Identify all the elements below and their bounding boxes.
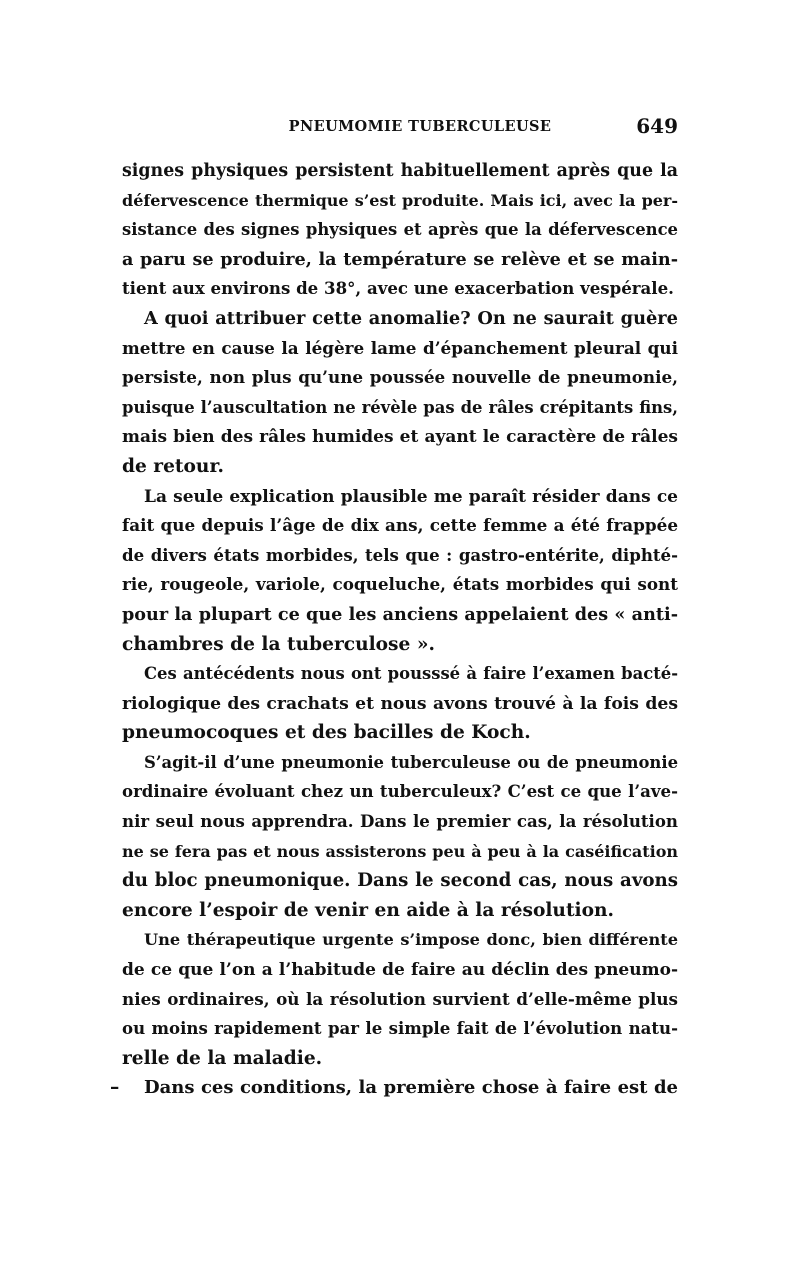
text-line [122, 985, 678, 1015]
text-line-content: tient aux environs de 38°, avec une exacerbation vespérale. [122, 278, 674, 299]
text-line [122, 363, 678, 393]
text-line [122, 955, 678, 985]
text-line [122, 482, 678, 512]
text-line [122, 896, 678, 926]
text-line [122, 659, 678, 689]
running-title: PNEUMOMIE TUBERCULEUSE [288, 118, 552, 135]
text-line [122, 600, 678, 630]
text-line-content: mais bien des râles humides et ayant le caractère de râles [122, 427, 678, 448]
text-line-content: Ces antécédents nous ont pousssé à faire l’examen bacté- [144, 664, 678, 684]
text-line [122, 689, 678, 719]
text-line [122, 748, 678, 778]
text-line-content: sistance des signes physiques et après que la défervescence [122, 220, 678, 240]
text-line-content: puisque l’auscultation ne révèle pas de râles crépitants fins, [122, 397, 678, 417]
text-line-content: relle de la maladie. [122, 1047, 323, 1069]
text-line [122, 718, 678, 748]
text-line-content: encore l’espoir de venir en aide à la résolution. [122, 899, 614, 921]
text-line-content: La seule explication plausible me paraît résider dans ce [144, 486, 678, 507]
text-line-content: ordinaire évoluant chez un tuberculeux? C’est ce que l’ave- [122, 781, 678, 802]
text-line-content: du bloc pneumonique. Dans le second cas, nous avons [122, 870, 678, 892]
text-line [122, 837, 678, 867]
text-line [122, 511, 678, 541]
text-line [122, 304, 678, 334]
text-line-content: nies ordinaires, où la résolution survient d’elle-même plus [122, 988, 678, 1009]
text-line [122, 186, 678, 216]
text-line [122, 777, 678, 807]
text-line-content: riologique des crachats et nous avons trouvé à la fois des [122, 693, 678, 714]
text-line [122, 393, 678, 423]
text-line-content: de retour. [122, 455, 225, 477]
text-line-content: fait que depuis l’âge de dix ans, cette femme a été frappée [122, 515, 678, 536]
margin-mark: – [110, 1077, 120, 1099]
text-line-content: ou moins rapidement par le simple fait de l’évolution natu- [122, 1018, 678, 1039]
text-line-content: signes physiques persistent habituellement après que la [122, 161, 678, 181]
text-line [122, 570, 678, 600]
text-line [122, 541, 678, 571]
text-line [122, 866, 678, 896]
text-line [122, 1044, 678, 1074]
text-line [110, 1073, 678, 1103]
text-line [122, 422, 678, 452]
text-line-content: pour la plupart ce que les anciens appelaient des « anti- [122, 603, 678, 625]
text-line-content: défervescence thermique s’est produite. Mais ici, avec la per- [122, 190, 678, 210]
text-line [122, 245, 678, 275]
text-line [122, 630, 678, 660]
text-line-content: Dans ces conditions, la première chose à faire est de [144, 1077, 678, 1099]
text-line-content: mettre en cause la légère lame d’épanchement pleural qui [122, 337, 678, 358]
text-line-content: persiste, non plus qu’une poussée nouvelle de pneumonie, [122, 367, 678, 388]
text-line-content: nir seul nous apprendra. Dans le premier cas, la résolution [122, 811, 678, 832]
text-line-content: S’agit-il d’une pneumonie tuberculeuse ou de pneumonie [144, 752, 678, 772]
text-line [122, 1014, 678, 1044]
page-number: 649 [636, 114, 678, 138]
text-line-content: pneumocoques et des bacilles de Koch. [122, 722, 531, 744]
text-line-content: Une thérapeutique urgente s’impose donc, bien différente [144, 930, 678, 950]
text-line-content: ne se fera pas et nous assisterons peu à peu à la caséification [122, 841, 678, 861]
text-line-content: a paru se produire, la température se relève et se main- [122, 248, 678, 270]
text-line-content: de divers états morbides, tels que : gastro-entérite, diphté- [122, 544, 678, 565]
text-line-content: chambres de la tuberculose ». [122, 633, 435, 655]
running-head [122, 114, 678, 142]
text-line-content: A quoi attribuer cette anomalie? On ne saurait guère [144, 307, 678, 329]
text-line [122, 452, 678, 482]
text-line [122, 925, 678, 955]
text-line [122, 807, 678, 837]
body-text [110, 156, 678, 1103]
text-line [122, 156, 678, 186]
text-line-content: de ce que l’on a l’habitude de faire au déclin des pneumo- [122, 960, 678, 981]
text-line-content: rie, rougeole, variole, coqueluche, états morbides qui sont [122, 574, 678, 595]
text-line [122, 215, 678, 245]
text-line [122, 334, 678, 364]
text-line [122, 274, 678, 304]
